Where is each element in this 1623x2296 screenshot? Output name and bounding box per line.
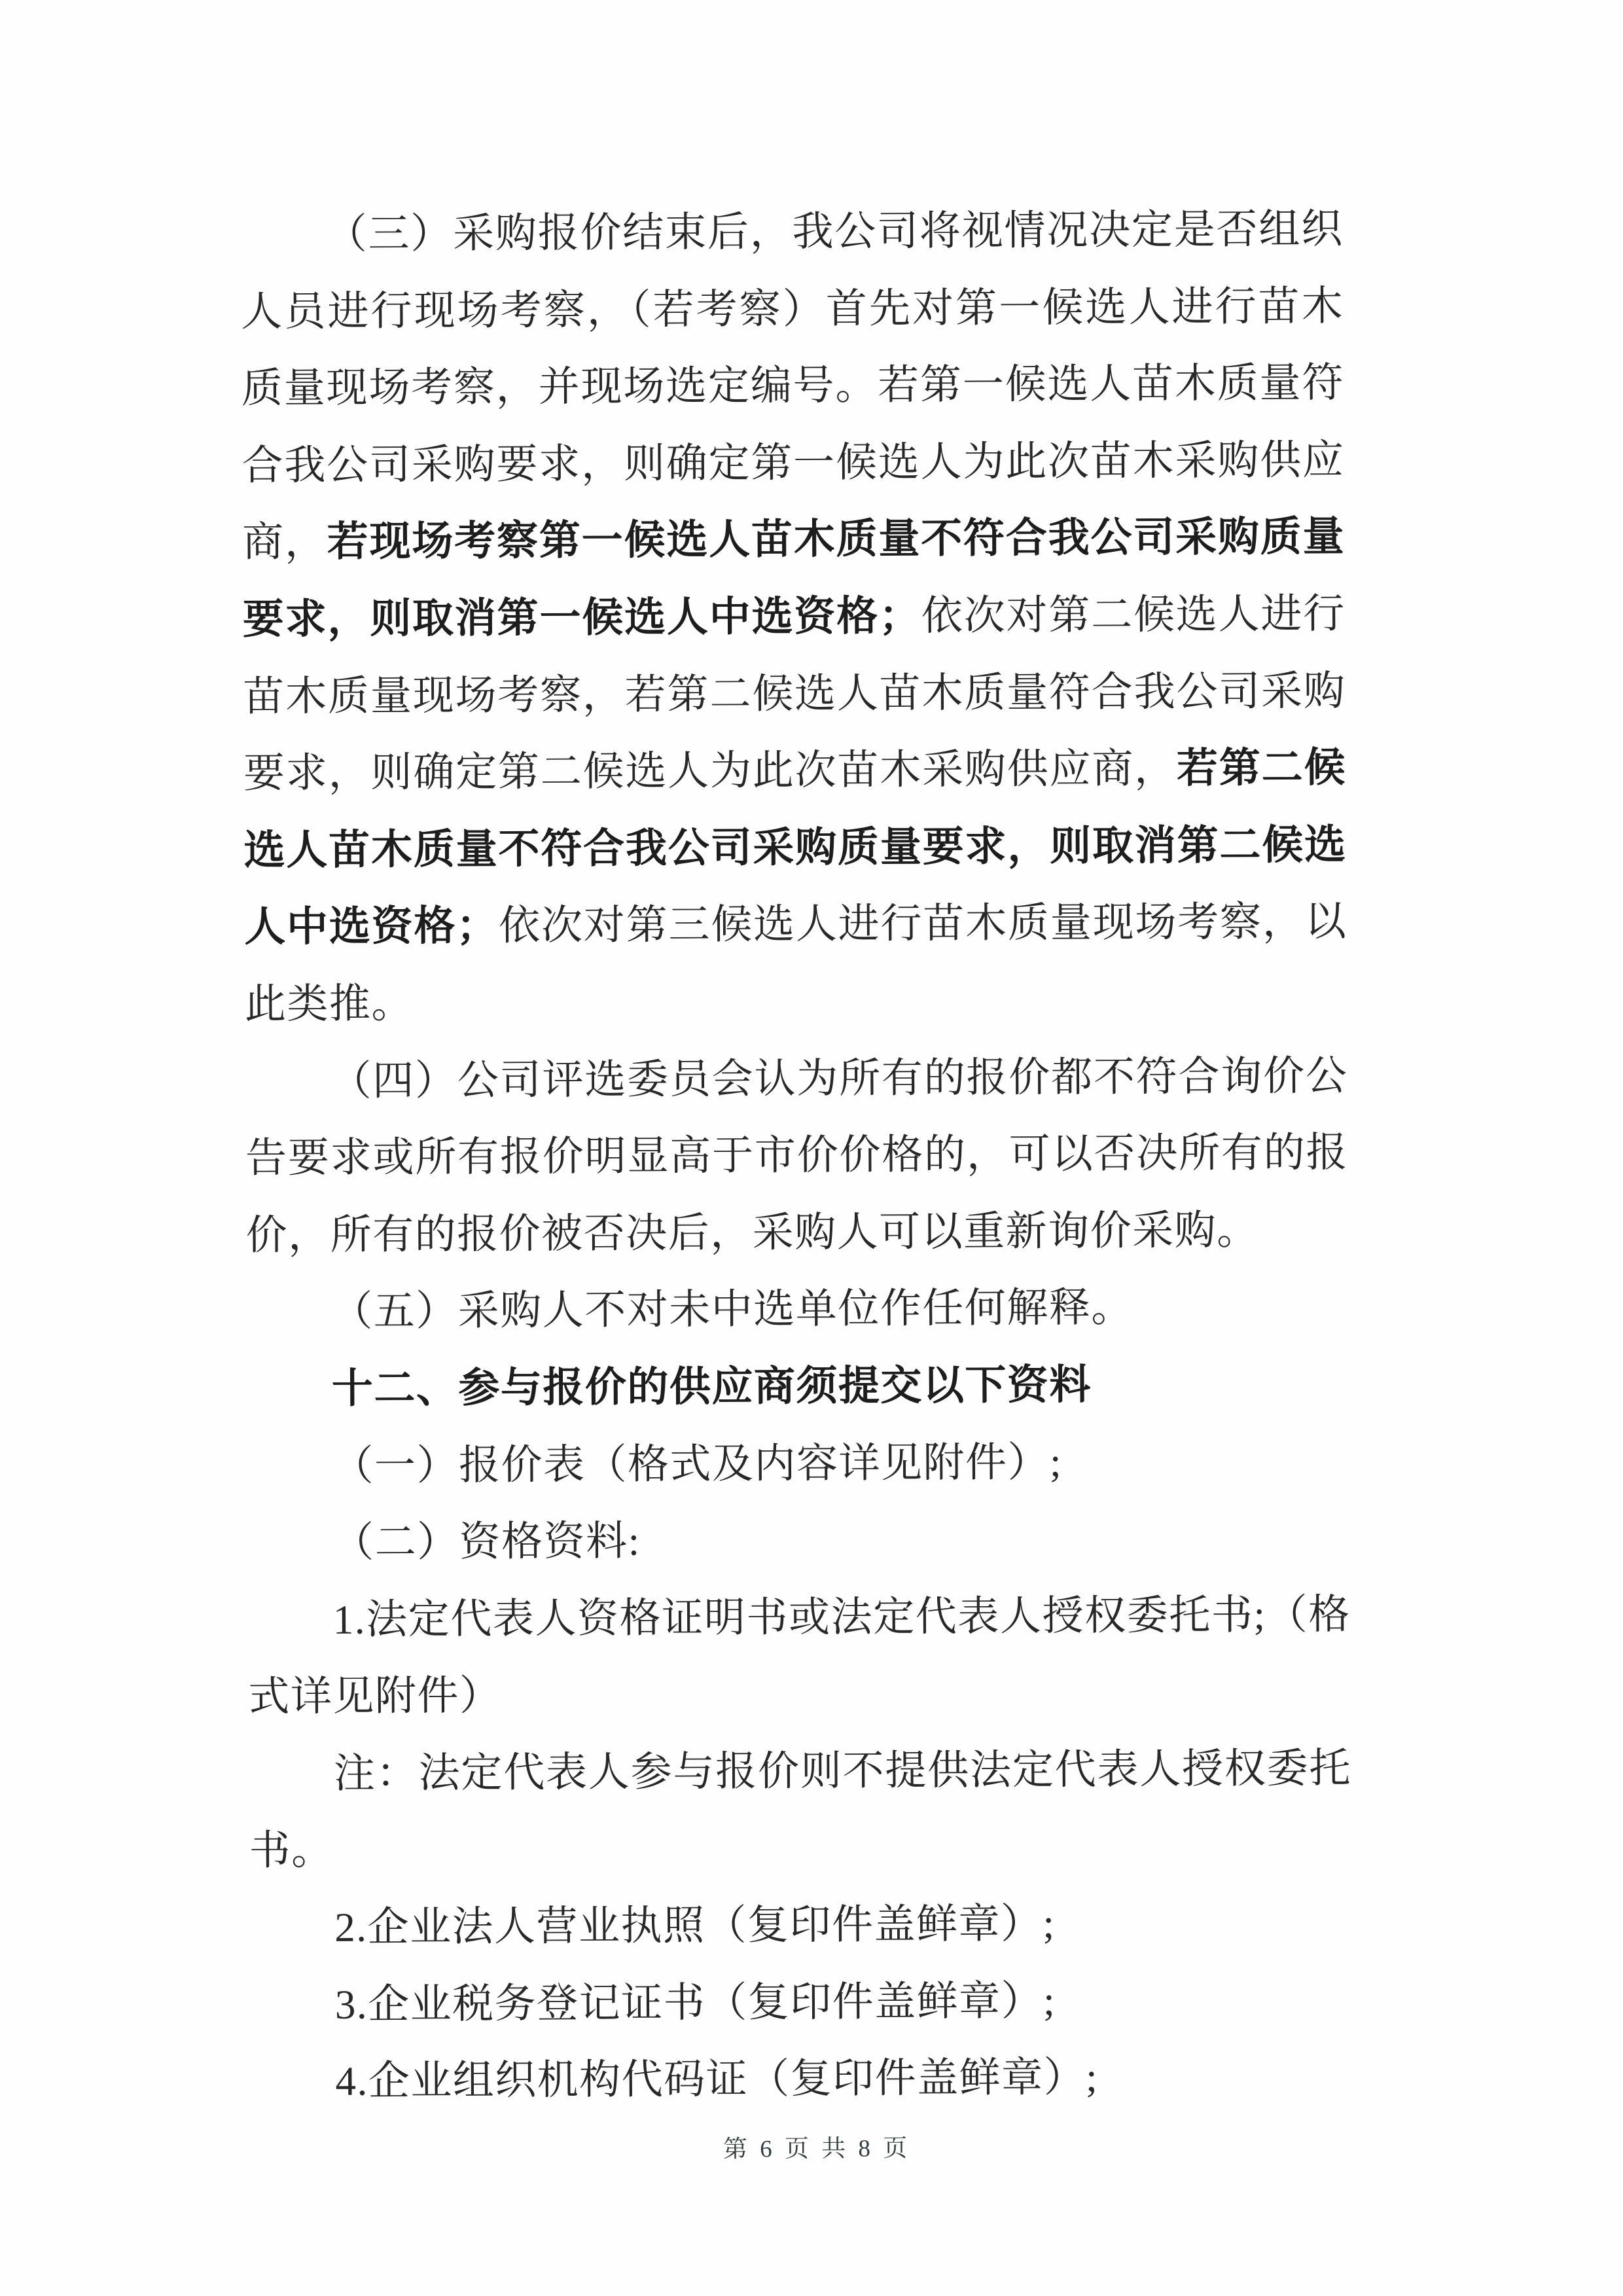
text-line [250,2038,1353,2121]
page-number-label: 第 6 页 共 8 页 [722,2135,911,2163]
text-segment: 4.企业组织机构代码证（复印件盖鲜章）; [335,2054,1099,2105]
document-body [240,191,1353,2121]
text-segment: 苗木质量现场考察，若第二候选人苗木质量符合我公司采购 [243,668,1346,720]
text-segment: 质量现场考察，并现场选定编号。若第一候选人苗木质量符 [241,359,1345,412]
text-line [249,1807,1352,1890]
text-line [245,1115,1349,1197]
text-segment-bold: 十二、参与报价的供应商须提交以下资料 [331,1361,1092,1412]
text-segment: 要求，则确定第二候选人为此次苗木采购供应商， [243,745,1177,797]
text-segment-bold: 若现场考察第一候选人苗木质量不符合我公司采购质量 [327,514,1346,565]
text-line [246,1268,1349,1351]
text-line [241,268,1344,350]
text-line [248,1653,1351,1736]
text-segment: 1.法定代表人资格证明书或法定代表人授权委托书;（格 [332,1591,1351,1643]
text-segment-bold: 要求，则取消第一候选人中选资格； [242,593,921,643]
text-segment: 注：法定代表人参与报价则不提供法定代表人授权委托 [333,1745,1352,1797]
text-line [242,576,1346,658]
text-line [243,730,1347,812]
text-segment: 依次对第三候选人进行苗木质量现场考察，以 [498,899,1347,949]
text-segment: 3.企业税务登记证书（复印件盖鲜章）; [334,1977,1056,2028]
text-line [247,1346,1350,1428]
text-line [243,806,1347,889]
text-line [247,1422,1350,1505]
text-segment: （三）采购报价结束后，我公司将视情况决定是否组织 [325,206,1344,257]
text-segment-bold: 人中选资格； [244,903,499,950]
text-line [243,653,1346,735]
text-segment: 商， [241,519,327,565]
text-line [245,1037,1348,1120]
text-line [242,499,1346,581]
text-segment: （四）公司评选委员会认为所有的报价都不符合询价公 [330,1052,1348,1104]
text-segment: （五）采购人不对未中选单位作任何解释。 [331,1284,1133,1335]
text-line [245,961,1348,1043]
text-line [247,1576,1351,1659]
text-line [247,1499,1351,1582]
text-line [241,345,1345,427]
text-line [245,1191,1349,1274]
text-segment: 式详见附件） [248,1672,502,1720]
text-segment: 书。 [249,1827,334,1874]
text-segment-bold: 选人苗木质量不符合我公司采购质量要求，则取消第二候选 [243,821,1347,874]
text-segment: 合我公司采购要求，则确定第一候选人为此次苗木采购供应 [241,437,1345,489]
text-segment: 告要求或所有报价明显高于市价价格的，可以否决所有的报 [245,1129,1349,1181]
text-segment: 人员进行现场考察，（若考察）首先对第一候选人进行苗木 [241,283,1344,335]
text-segment: 价，所有的报价被否决后，采购人可以重新询价采购。 [245,1207,1259,1259]
text-segment: （一）报价表（格式及内容详见附件）; [332,1439,1063,1489]
text-segment: 依次对第二候选人进行 [921,590,1346,639]
text-segment: 2.企业法人营业执照（复印件盖鲜章）; [334,1901,1056,1950]
text-line [240,191,1344,274]
text-line [244,884,1347,966]
text-line [241,422,1345,505]
text-segment: 此类推。 [244,980,414,1028]
text-line [249,1884,1353,1967]
text-segment: （二）资格资料: [332,1518,641,1566]
text-segment-bold: 若第二候 [1176,744,1347,792]
text-line [250,1961,1353,2043]
page-footer [5,2130,1623,2168]
text-line [249,1731,1352,1813]
